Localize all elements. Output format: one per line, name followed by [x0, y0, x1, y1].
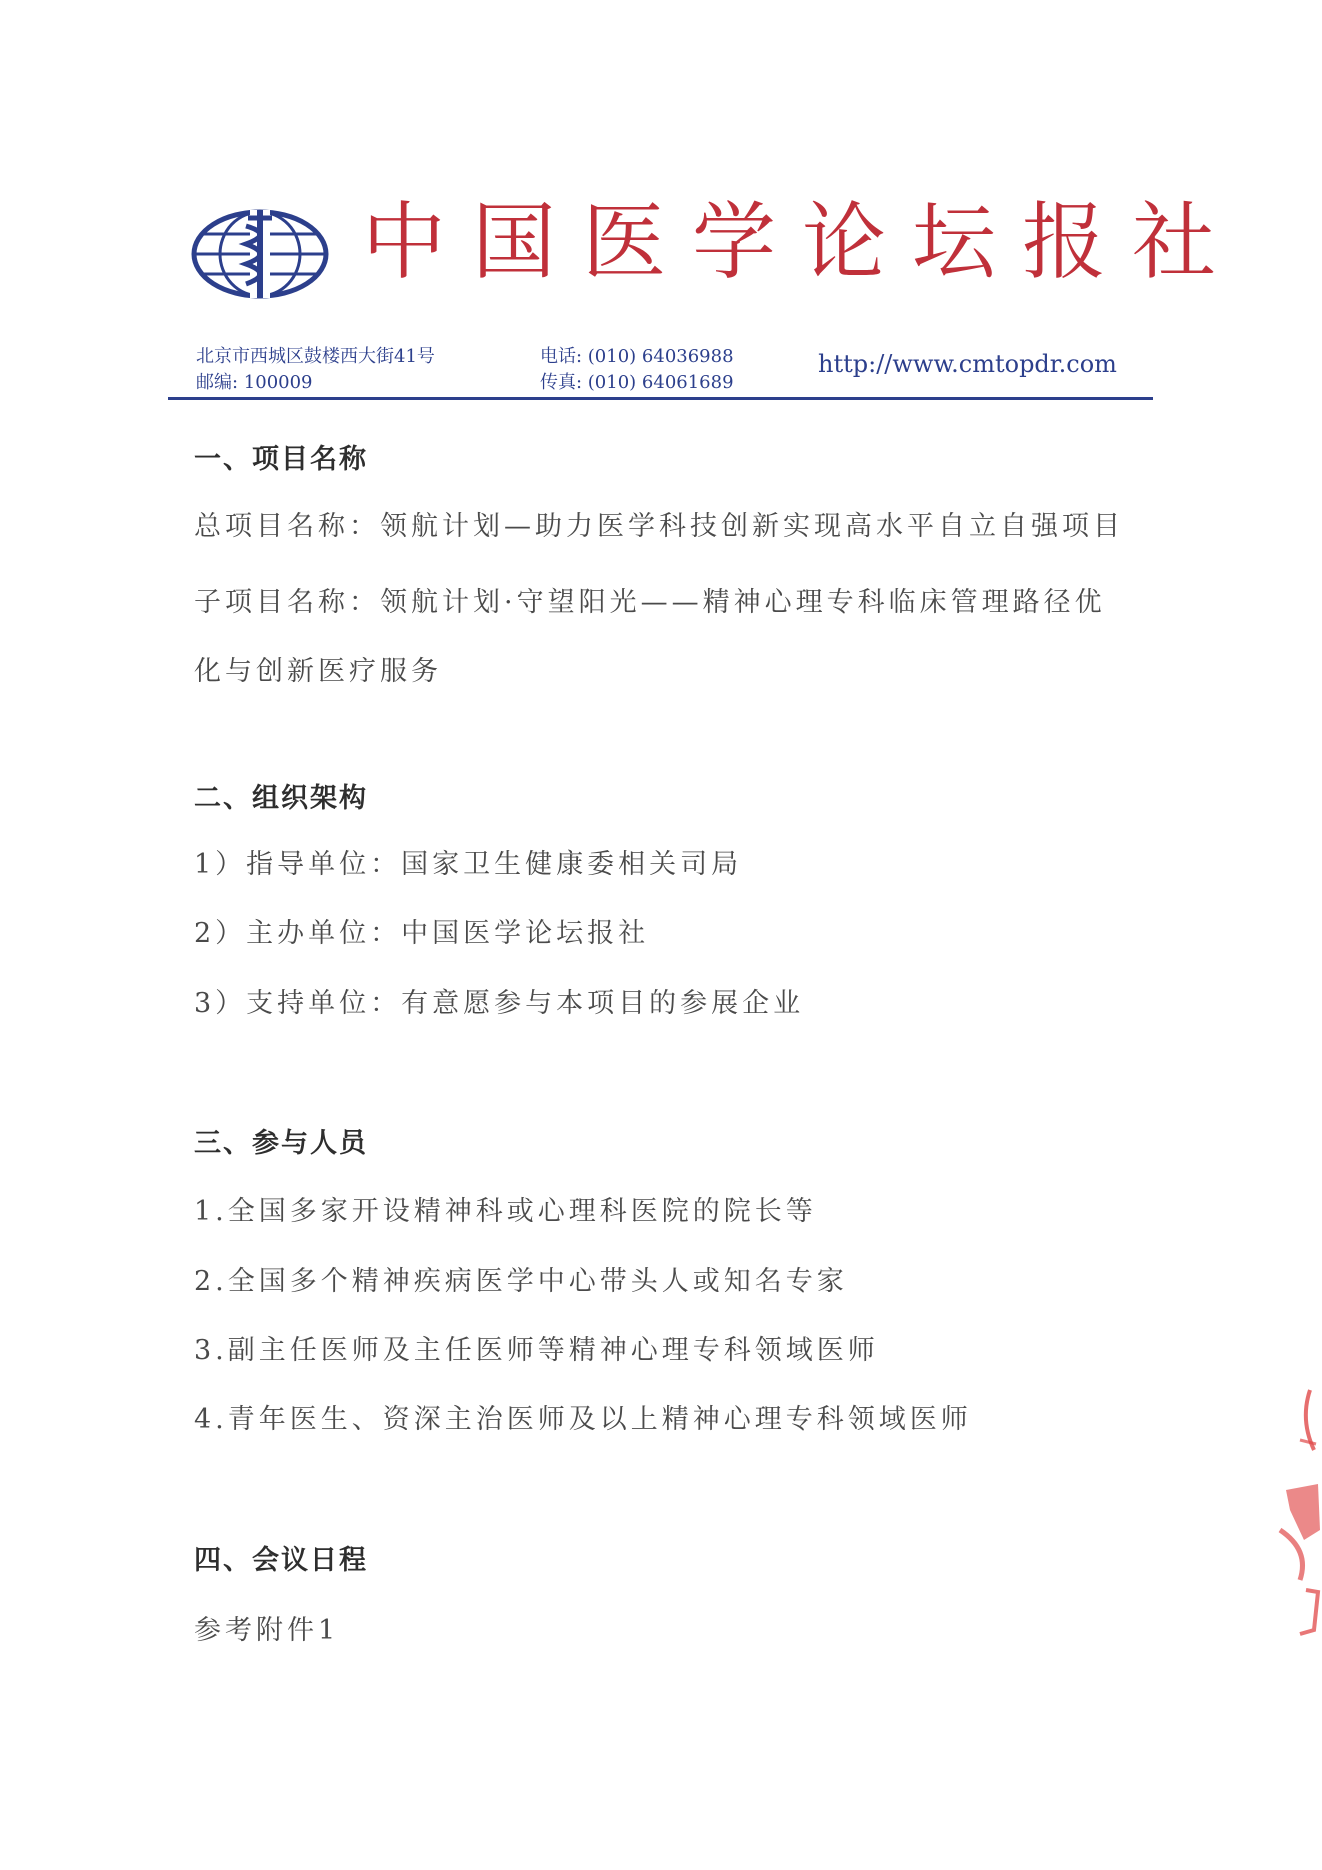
section-4-heading: 四、会议日程	[194, 1545, 368, 1576]
section-1-line-2: 子项目名称：领航计划·守望阳光——精神心理专科临床管理路径优	[194, 587, 1106, 618]
website-url: http://www.cmtopdr.com	[818, 350, 1117, 378]
header-divider	[168, 397, 1153, 400]
list-item: 1）指导单位：国家卫生健康委相关司局	[194, 849, 743, 880]
section-1-line-3: 化与创新医疗服务	[194, 656, 442, 687]
list-item: 1.全国多家开设精神科或心理科医院的院长等	[194, 1196, 817, 1227]
official-seal-fragment	[1270, 1380, 1322, 1640]
section-4-line-1: 参考附件1	[194, 1615, 340, 1646]
phone-line: 电话: (010) 64036988	[540, 346, 734, 367]
list-item: 3.副主任医师及主任医师等精神心理专科领域医师	[194, 1335, 879, 1366]
fax-line: 传真: (010) 64061689	[540, 372, 734, 393]
organization-name: 中国医学论坛报社	[362, 193, 1243, 291]
address-line: 北京市西城区鼓楼西大街41号	[196, 346, 435, 367]
globe-caduceus-logo-icon	[190, 208, 330, 300]
address-block	[196, 344, 435, 396]
section-1-heading: 一、项目名称	[194, 444, 368, 475]
list-item: 3）支持单位：有意愿参与本项目的参展企业	[194, 988, 805, 1019]
postcode-line: 邮编: 100009	[196, 372, 313, 393]
list-item: 2.全国多个精神疾病医学中心带头人或知名专家	[194, 1266, 848, 1297]
section-1-line-1: 总项目名称：领航计划—助力医学科技创新实现高水平自立自强项目	[194, 511, 1124, 542]
list-item: 4.青年医生、资深主治医师及以上精神心理专科领域医师	[194, 1404, 972, 1435]
section-2-heading: 二、组织架构	[194, 783, 368, 814]
section-3-heading: 三、参与人员	[194, 1128, 368, 1159]
phone-block	[540, 344, 734, 396]
list-item: 2）主办单位：中国医学论坛报社	[194, 918, 650, 949]
